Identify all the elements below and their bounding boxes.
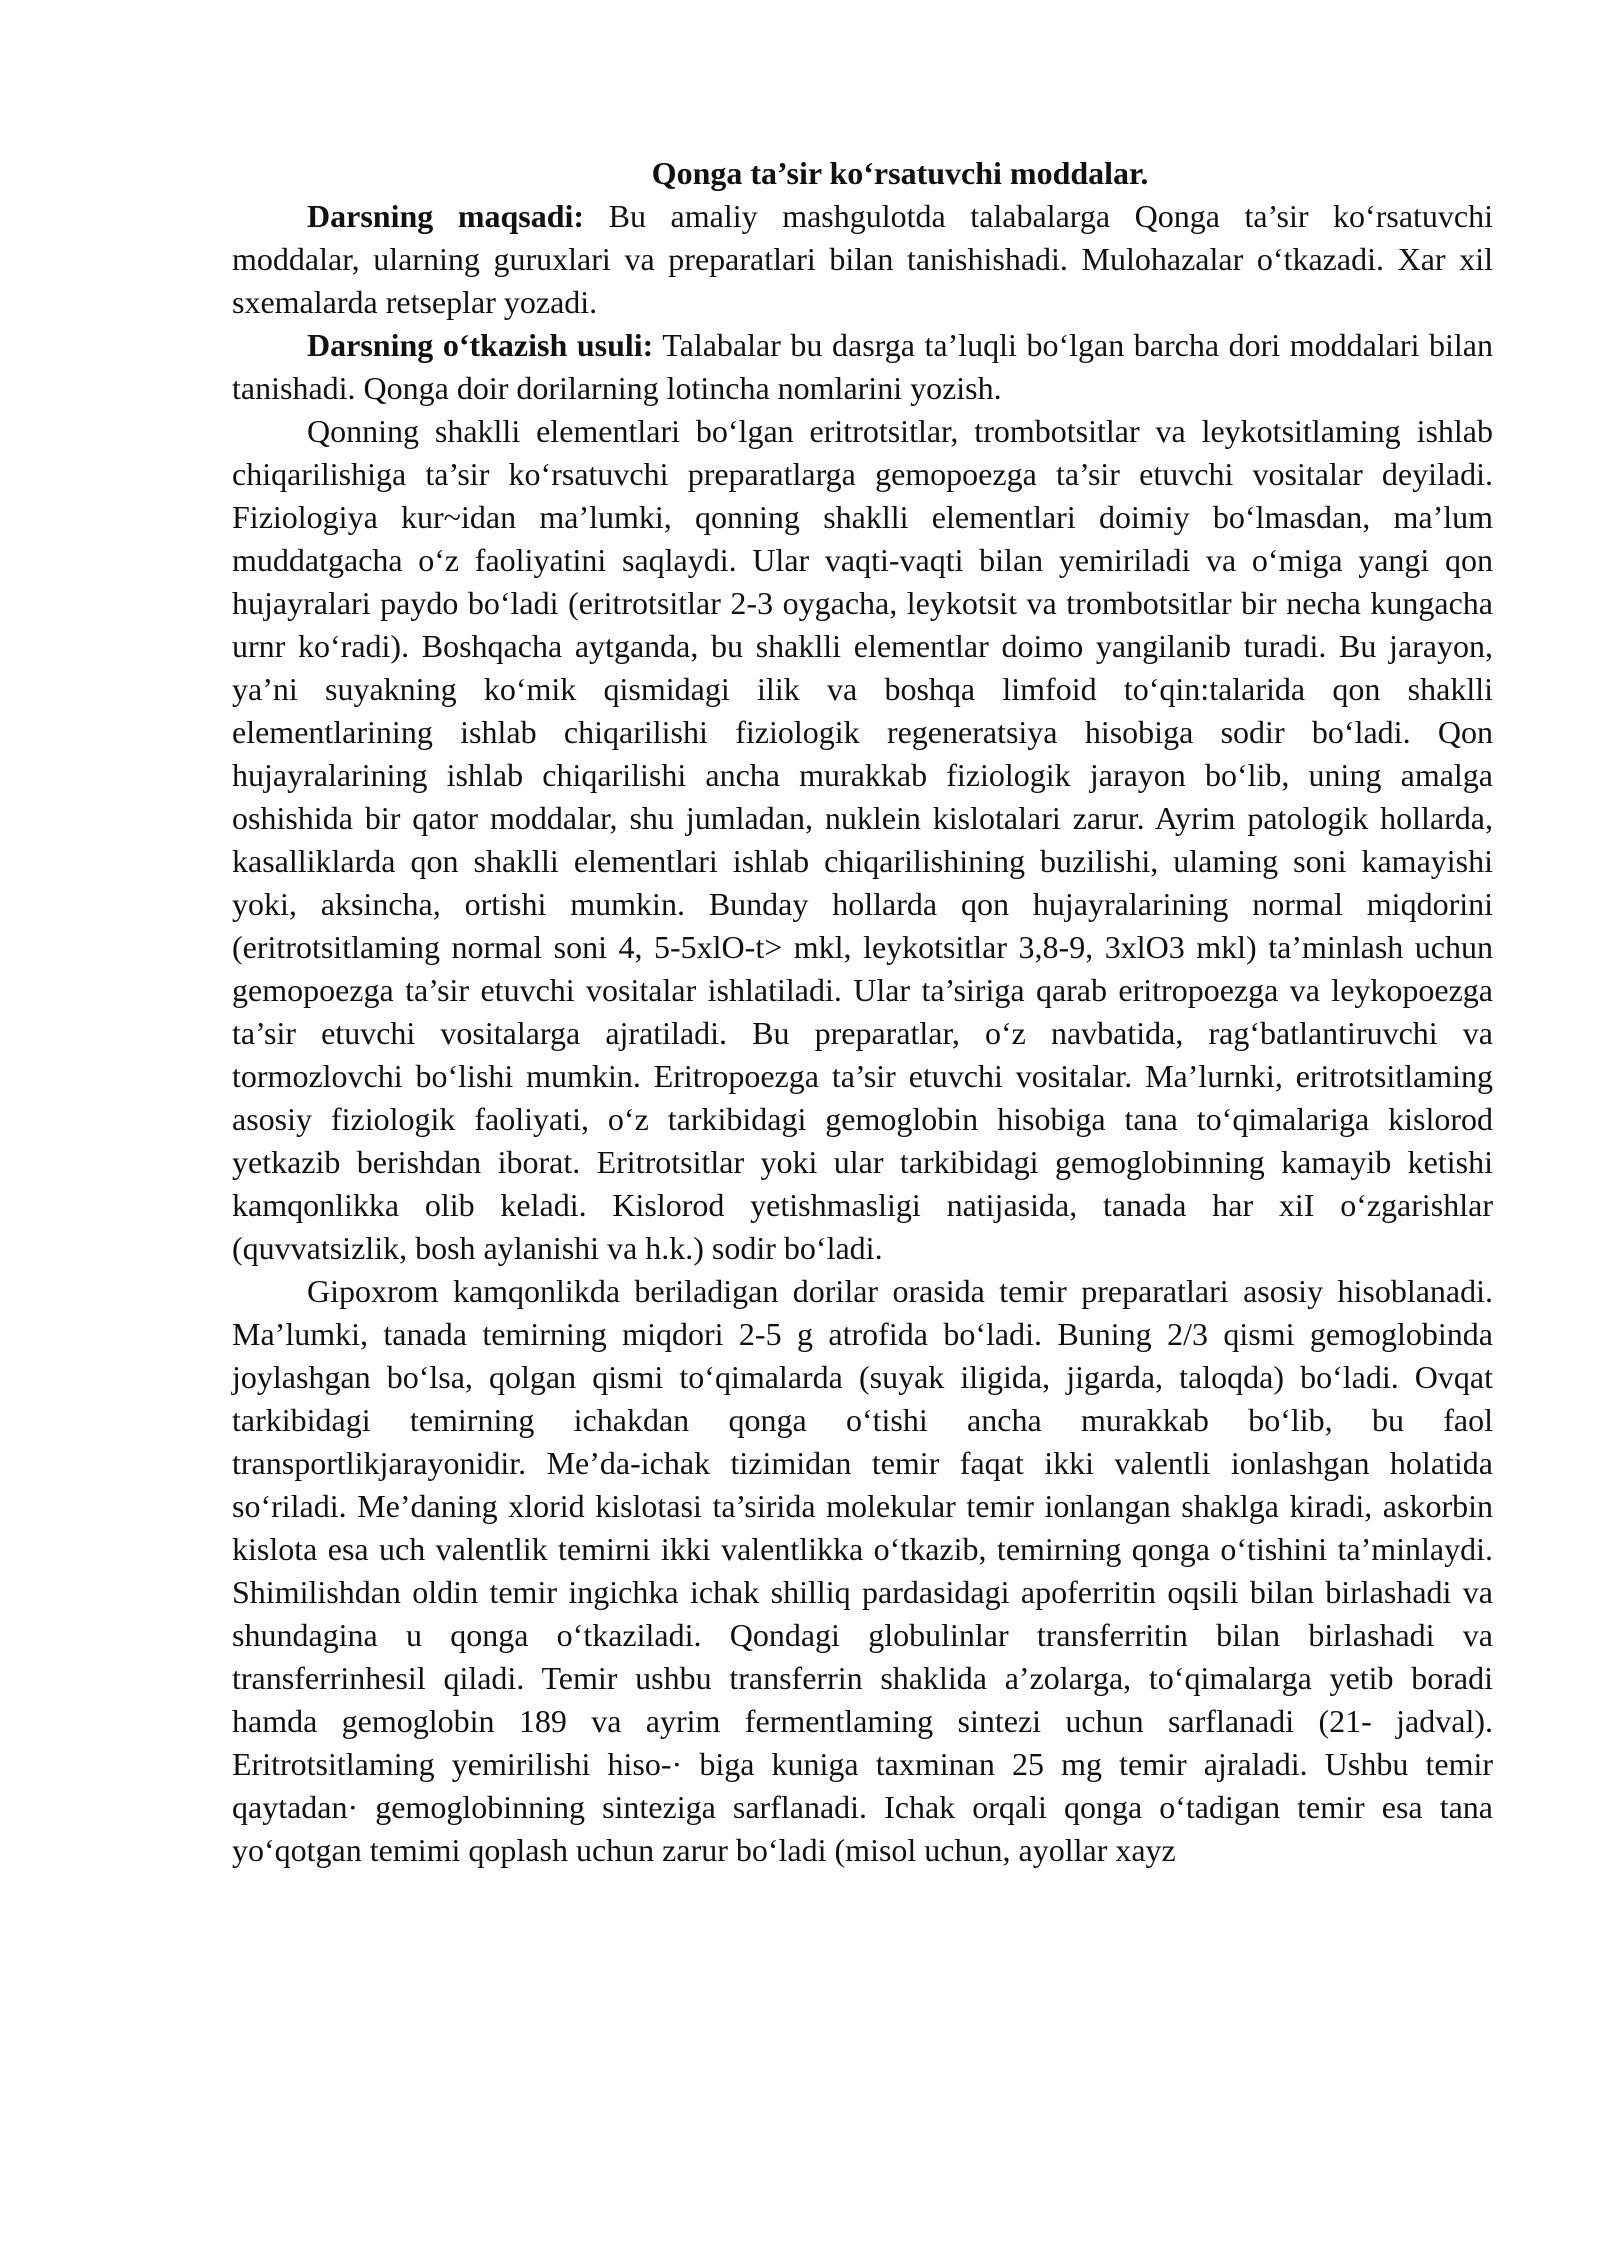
method-paragraph (232, 324, 1493, 410)
document-title: Qonga ta’sir ko‘rsatuvchi moddalar. (651, 155, 1149, 191)
method-label: Darsning o‘tkazish usuli: (307, 327, 654, 363)
goal-label: Darsning maqsadi: (307, 198, 585, 234)
document-page (232, 152, 1493, 1872)
body-paragraph-1: Qonning shaklli elementlari bo‘lgan eritrotsitlar, trombotsitlar va leykotsitlaming ishlab chiqarilishiga ta’sir ko‘rsatuvchi preparatlarga gemopoezga ta’sir etuvchi vositalar deyiladi. Fiziologiya kur~idan ma’lumki, qonning shaklli elementlari doimiy bo‘lmasdan, ma’lum muddatgacha o‘z faoliyatini saqlaydi. Ular vaqti-vaqti bilan yemiriladi va o‘miga yangi qon hujayralari paydo bo‘ladi (eritrotsitlar 2-3 oygacha, leykotsit va trombotsitlar bir necha kungacha urnr ko‘radi). Boshqacha aytganda, bu shaklli elementlar doimo yangilanib turadi. Bu jarayon, ya’ni suyakning ko‘mik qismidagi ilik va boshqa limfoid to‘qin:talarida qon shaklli elementlarining ishlab chiqarilishi fiziologik regeneratsiya hisobiga sodir bo‘ladi. Qon hujayralarining ishlab chiqarilishi ancha murakkab fiziologik jarayon bo‘lib, uning amalga oshishida bir qator moddalar, shu jumladan, nuklein kislotalari zarur. Ayrim patologik hollarda, kasalliklarda qon shaklli elementlari ishlab chiqarilishining buzilishi, ulaming soni kamayishi yoki, aksincha, ortishi mumkin. Bunday hollarda qon hujayralarining normal miqdorini (eritrotsitlaming normal soni 4, 5-5xlO-t> mkl, leykotsitlar 3,8-9, 3xlO3 mkl) ta’minlash uchun gemopoezga ta’sir etuvchi vositalar ishlatiladi. Ular ta’siriga qarab eritropoezga va leykopoezga ta’sir etuvchi vositalarga ajratiladi. Bu preparatlar, o‘z navbatida, rag‘batlantiruvchi va tormozlovchi bo‘lishi mumkin. Eritropoezga ta’sir etuvchi vositalar. Ma’lurnki, eritrotsitlaming asosiy fiziologik faoliyati, o‘z tarkibidagi gemoglobin hisobiga tana to‘qimalariga kislorod yetkazib berishdan iborat. Eritrotsitlar yoki ular tarkibidagi gemoglobinning kamayib ketishi kamqonlikka olib keladi. Kislorod yetishmasligi natijasida, tanada har xiI o‘zgarishlar (quvvatsizlik, bosh aylanishi va h.k.) sodir bo‘ladi. (232, 413, 1493, 1266)
method-text: Talabalar bu dasrga ta’luqli bo‘lgan barcha dori moddalari bilan tanishadi. Qonga doir dorilarning lotincha nomlarini yozish. (232, 327, 1493, 406)
body-paragraph-2: Gipoxrom kamqonlikda beriladigan dorilar orasida temir preparatlari asosiy hisoblanadi. Ma’lumki, tanada temirning miqdori 2-5 g atrofida bo‘ladi. Buning 2/3 qismi gemoglobinda joylashgan bo‘lsa, qolgan qismi to‘qimalarda (suyak iligida, jigarda, taloqda) bo‘ladi. Ovqat tarkibidagi temirning ichakdan qonga o‘tishi ancha murakkab bo‘lib, bu faol transportlikjarayonidir. Me’da-ichak tizimidan temir faqat ikki valentli ionlashgan holatida so‘riladi. Me’daning xlorid kislotasi ta’sirida molekular temir ionlangan shaklga kiradi, askorbin kislota esa uch valentlik temirni ikki valentlikka o‘tkazib, temirning qonga o‘tishini ta’minlaydi. Shimilishdan oldin temir ingichka ichak shilliq pardasidagi apoferritin oqsili bilan birlashadi va shundagina u qonga o‘tkaziladi. Qondagi globulinlar transferritin bilan birlashadi va transferrinhesil qiladi. Temir ushbu transferrin shaklida a’zolarga, to‘qimalarga yetib boradi hamda gemoglobin 189 va ayrim fermentlaming sintezi uchun sarflanadi (21- jadval). Eritrotsitlaming yemirilishi hiso-· biga kuniga taxminan 25 mg temir ajraladi. Ushbu temir qaytadan· gemoglobinning sinteziga sarflanadi. Ichak orqali qonga o‘tadigan temir esa tana yo‘qotgan temimi qoplash uchun zarur bo‘ladi (misol uchun, ayollar xayz (232, 1273, 1493, 1868)
goal-text: Bu amaliy mashgulotda talabalarga Qonga ta’sir ko‘rsatuvchi moddalar, ularning guruxlari va preparatlari bilan tanishishadi. Mulohazalar o‘tkazadi. Xar xil sxemalarda retseplar yozadi. (232, 198, 1494, 320)
goal-paragraph (232, 195, 1493, 324)
